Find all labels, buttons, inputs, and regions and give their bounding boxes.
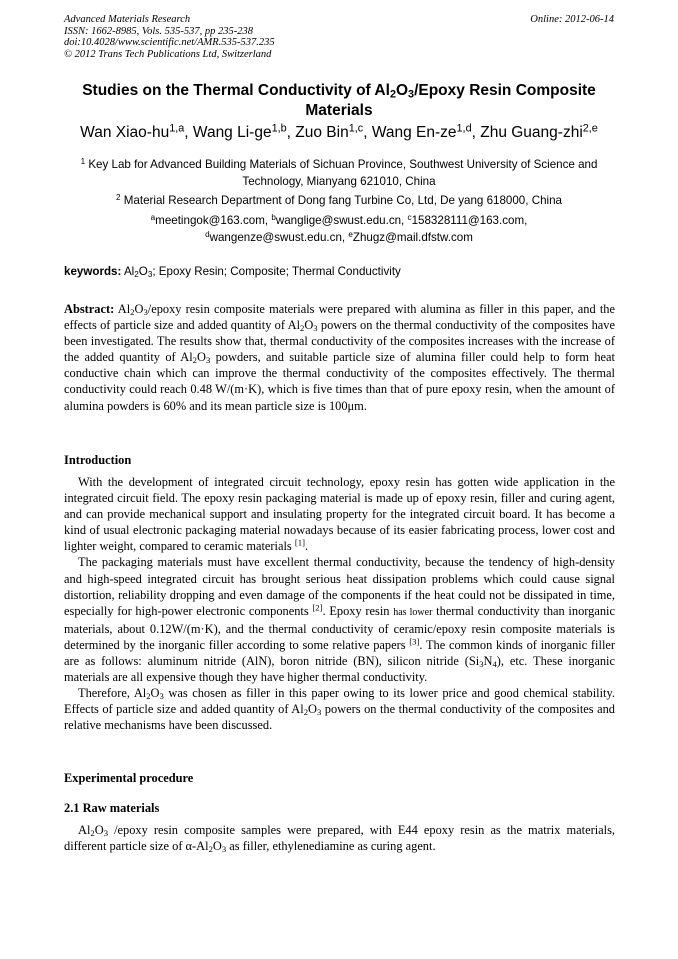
copyright-line: © 2012 Trans Tech Publications Ltd, Switzerland [64, 48, 272, 60]
abstract: Abstract: $Al_2O_3$/epoxy resin composite materials were prepared with alumina as filler in this paper, and the effects of particle size and added quantity of $Al_2O_3$ powers on the thermal conductivity of the composites have been investigated. The results show that, thermal conductivity of the composites increases with the increase of the added quantity of $Al_2O_3$ powders, and suitable particle size of alumina filler could help to form heat conductive chain which can improve the thermal conductivity of the composites effectively. The thermal conductivity could reach 0.48 W/(m·K), which is five times than that of pure epoxy resin, when the amount of alumina powders is 60% and its mean particle size is 100μm. [64, 302, 615, 413]
issn-line: ISSN: 1662-8985, Vols. 535-537, pp 235-238 [64, 25, 253, 37]
author: Wang En-ze [371, 124, 457, 141]
affiliation-1: $^1$ Key Lab for Advanced Building Materials of Sichuan Province, Southwest University of Science and Technology, Mianyang 621010, China [80, 156, 598, 188]
author: Zuo Bin [295, 124, 349, 141]
section-heading-experimental: Experimental procedure [64, 771, 194, 785]
paragraph: Therefore, $Al_2O_3$ was chosen as filler in this paper owing to its lower price and good chemical stability. Effects of particle size and added quantity of $Al_2O_3$ powers on the thermal conductivity of the composites and relative mechanisms have been discussed. [64, 686, 615, 733]
keywords: keywords: $Al_2O_3$; Epoxy Resin; Composite; Thermal Conductivity [64, 265, 401, 280]
online-date: Online: 2012-06-14 [530, 14, 614, 25]
author: Wan Xiao-hu [80, 124, 170, 141]
raw-materials-body [64, 822, 615, 854]
author: Zhu Guang-zhi [480, 124, 583, 141]
paragraph: The packaging materials must have excellent thermal conductivity, because the tendency of high-density and high-speed integrated circuit has brought serious heat dissipation problems which could cause signal distortion, reliability dropping and even damage of the components if the heat could not be dissipated in time, especially for high-power electronic components [2]. Epoxy resin has lower thermal conductivity than inorganic materials, about 0.12W/(m·K), and the thermal conductivity of ceramic/epoxy resin composite materials is determined by the inorganic filler according to some relative papers [3]. The common kinds of inorganic filler are as follows: aluminum nitride (AlN), boron nitride (BN), silicon nitride $(Si_3N_4)$, etc. These inorganic materials are all expensive though they have higher thermal conductivity. [64, 555, 616, 685]
author: Wang Li-ge [192, 124, 272, 141]
introduction-body [64, 474, 615, 734]
author-emails: $^a$meetingok@163.com, $^b$wanglige@swust.edu.cn, $^c$158328111@163.com, $^d$wangenze@swust.edu.cn, $^e$Zhugz@mail.dfstw.com [150, 212, 528, 244]
author-list: Wan Xiao-hu$^{1,a}$, Wang Li-ge$^{1,b}$, Zuo Bin$^{1,c}$, Wang En-ze$^{1,d}$, Zhu Guang-zhi$^{2,e}$ [80, 122, 598, 141]
paragraph: $Al_2O_3$ /epoxy resin composite samples were prepared, with E44 epoxy resin as the matrix materials, different particle size of $\alpha-Al_2O_3$ as filler, ethylenediamine as curing agent. [64, 823, 615, 855]
subsection-heading-raw-materials: 2.1 Raw materials [64, 801, 160, 815]
journal-header [64, 14, 275, 60]
paragraph: With the development of integrated circuit technology, epoxy resin has gotten wide application in the integrated circuit field. The epoxy resin packaging material is made up of epoxy resin, filler and curing agent, and can provide mechanical support and insulating property for the integrated circuit board. It has become a kind of usual electronic packaging material nowadays because of its easier fabricating process, lower cost and lighter weight, compared to ceramic materials [1]. [64, 475, 615, 554]
paper-title: Studies on the Thermal Conductivity of $Al_2O_3$/Epoxy Resin Composite Materials [82, 82, 596, 119]
affiliation-2: $^2$ Material Research Department of Dong fang Turbine Co, Ltd, De yang 618000, China [116, 192, 562, 207]
journal-name: Advanced Materials Research [64, 14, 191, 25]
section-heading-introduction: Introduction [64, 453, 132, 467]
doi-line: doi:10.4028/www.scientific.net/AMR.535-537.235 [64, 37, 275, 48]
